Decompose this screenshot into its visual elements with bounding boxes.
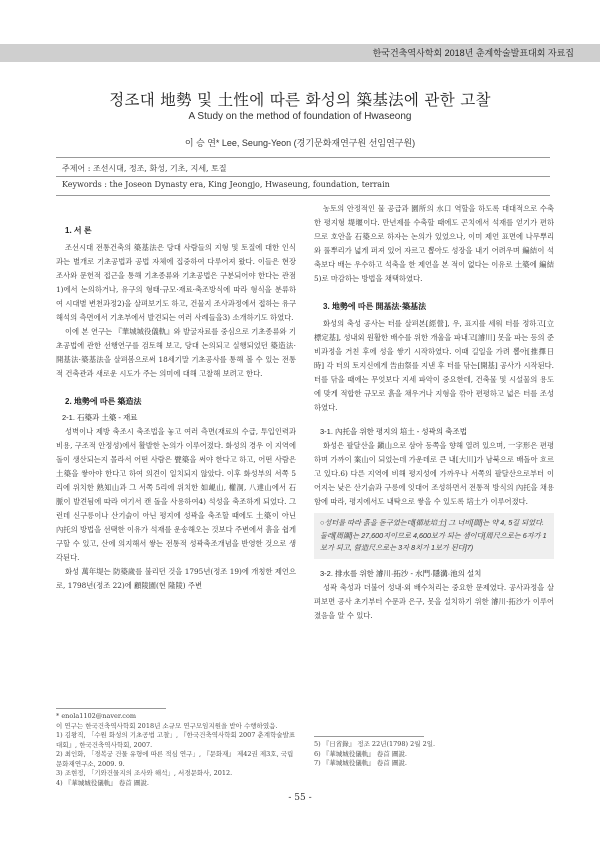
footnote: 6) 『華城城役儀軌』 卷首 圖說. xyxy=(314,749,407,758)
paragraph: 화성 萬年堤는 防築歲를 불리던 것을 1795년(정조 19)에 개칭한 제언으로, 1798년(정조 22)에 顧陵園(현 隆陵) 주변 xyxy=(56,567,296,590)
footnote: 3) 조현정, 「기와건물지의 조사와 해석」, 서경문화사, 2012. xyxy=(56,769,233,777)
footnote: 4) 『華城城役儀軌』 卷首 圖說. xyxy=(56,778,149,787)
paper-subtitle: A Study on the method of foundation of Hwaseong xyxy=(188,111,412,122)
footnote: 2) 최인화, 「경복궁 건물 유형에 따른 적심 연구」, 『문화재』 제42권 제3호, 국립문화재연구소, 2009. 9. xyxy=(56,750,294,768)
running-header: 한국건축역사학회 2018년 춘계학술발표대회 자료집 xyxy=(372,48,574,58)
paragraph: 농토의 안정적인 물 공급과 園所의 水口 역할을 하도록 대대적으로 수축한 평지형 堤堰이다. 만년제를 수축할 때에도 곤치에서 석재를 얻기가 편하므로 호안을 石築으로 하자는 논의가 있었으나, 이미 제언 표면에 나무뿌리와 풀뿌리가 넓게 퍼져 있어 자르고 뽑아도 성장을 내기 어려우며 編結이 석축보다 배는 우수하고 석축을 한 제언을 본 적이 없다는 이유로 土築에 編結5)로 마감하는 방법을 채택하였다. xyxy=(314,204,554,283)
paper-title: 정조대 地勢 및 土性에 따른 화성의 築基法에 관한 고찰 xyxy=(109,91,491,109)
footnote: 5) 『日省錄』 정조 22년(1798) 2월 2일. xyxy=(314,740,436,748)
paragraph: 성곽 축성과 더불어 성내·외 배수처리는 중요한 문제였다. 공사과정을 살펴보면 공사 초기부터 수문과 은구, 못을 설치하기 위한 濬川·拓沙가 이루어졌음을 알 수 있다. xyxy=(314,582,554,620)
section-heading: 2. 地勢에 따른 築造法 xyxy=(65,397,142,406)
paragraph: 성벽이나 제방 축조시 축조법을 놓고 여러 측면(재료의 수급, 투입인력과 비용, 구조적 안정성)에서 활발한 논의가 이루어졌다. 화성의 경우 이 지역에 돌이 생산되는지 몰라서 어떤 사람은 甓築을 써야 한다고 하고, 어떤 사람은 土築을 쌓아야 한다고 하여 의견이 일치되지 않았다. 이후 화성부의 서쪽 5리에 위치한 熟知山과 그 서쪽 5리에 위치한 如峴山, 權洞, 八達山에서 石脈이 발견됨에 따라 여기서 캔 돌을 사용하여4) 석성을 축조하게 되었다. 그런데 신구릉이나 산기슭이 아닌 평지에 성곽을 축조할 때에도 土築이 아닌 內托의 방법을 선택한 이유가 석재를 운송해오는 것보다 주변에서 흙을 쉽게 구할 수 있고, 산에 의지해서 쌓는 전통적 성곽축조개념을 반영한 것으로 생각된다. xyxy=(56,427,296,562)
section-heading: 1. 서 론 xyxy=(65,226,92,235)
right-column xyxy=(314,202,554,623)
footnote-rule xyxy=(314,736,424,737)
paragraph: 화성은 팔달산을 鎭山으로 삼아 동쪽을 향해 열려 있으며, 一字形은 편평하며 가까이 案山이 되었는데 가운데로 큰 내[大川]가 남북으로 배돌아 흐르고 있다.6) 다른 지역에 비해 평지성에 가까우나 서쪽의 팔달산으로부터 이어지는 낮은 산기슭과 구릉에 잇대어 조성하면서 전통적 방식의 內托을 채용함에 따라, 평지에서도 내탁으로 쌓을 수 있도록 培土가 이루어졌다. xyxy=(314,441,554,506)
subsection-heading: 2-1. 石築과 土築 - 재료 xyxy=(62,413,138,422)
footnote: 7) 『華城城役儀軌』 卷首 圖說. xyxy=(314,759,407,767)
page-number: - 55 - xyxy=(288,793,312,803)
footnote-rule xyxy=(56,708,166,709)
section-heading: 3. 地勢에 따른 開基法·築基法 xyxy=(323,302,427,311)
footnotes-right xyxy=(314,740,554,769)
left-column xyxy=(56,224,296,593)
divider-top xyxy=(56,157,550,158)
quotation-box: ○성터를 따라 흙을 돋구었는데[循址培土] 그 너비[闊]는 약 4, 5길 되었다. 둘레[周圍]는 27,600지이므로 4,600보가 되는 셈이다[周尺으로는 6자가 1보가 되고, 營造尺으로는 3자 8치가 1보가 된다]7) xyxy=(314,513,554,559)
footnotes-left xyxy=(56,712,296,788)
subsection-heading: 3-1. 內托을 위한 평지의 培土 - 성곽의 축조법 xyxy=(320,427,467,436)
subsection-heading: 3-2. 排水를 위한 濬川·拓沙 - 水門·隱溝·池의 설치 xyxy=(320,568,482,578)
divider-bottom xyxy=(56,195,550,196)
paragraph: 조선시대 전통건축의 築基法은 당대 사람들의 지형 및 토질에 대한 인식과는 별개로 기초공법과 공법 자체에 집중하여 다루어져 왔다. 이들은 현장조사와 문헌적 접근을 통해 기초종류와 기초공법은 구분되어야 한다는 관점1)에서 논의하거나, 유구의 형태·규모·재료·축조방식에 따라 형식을 분류하여 시대별 변천과정2)을 살펴보기도 하고, 건물지 조사과정에서 접하는 유구 해석의 측면에서 기초부에서 발견되는 여러 사례들을3) 소개하기도 하였다. xyxy=(56,243,296,322)
footnote: * enola1102@naver.com xyxy=(56,712,137,720)
author-line: 이 승 연* Lee, Seung-Yeon (경기문화재연구원 선임연구원) xyxy=(184,138,416,148)
paragraph: 화성의 축성 공사는 터를 살펴본[經營], 우, 표지를 세워 터를 정하고[立標定基], 성내외 원활한 배수를 위한 개울을 파내고[濬川] 못을 파는 등의 준비과정을 거친 후에 성을 쌓기 시작하였다. 이때 길일을 가려 뽑아[推擇日時] 각 터의 토지신에게 告由祭를 지낸 후 터를 닦는[開基] 공사가 시작된다. 터를 닦을 때에는 무엇보다 지세 파악이 중요한데, 건축물 및 시설물의 용도에 맞게 적합한 규모로 흙을 채우거나 지형을 깎아 편평하고 넓은 터를 조성하였다. xyxy=(314,319,554,412)
paragraph: 이에 본 연구는 『華城城役儀軌』와 발굴자료를 중심으로 기초종류와 기초공법에 관한 선행연구를 검토해 보고, 당대 논의되고 실행되었던 築造法·開基法·築基法을 살펴봄으로써 18세기말 기초공사를 통해 볼 수 있는 전통적 건축관과 새로운 시도가 주는 의미에 대해 고찰해 보려고 한다. xyxy=(56,327,296,378)
footnote: 이 연구는 한국건축역사학회 2018년 소규모 연구모임지원을 받아 수행하였음. xyxy=(56,721,278,730)
keywords-korean: 주제어 : 조선시대, 정조, 화성, 기초, 지세, 토질 xyxy=(62,164,227,173)
footnote: 1) 김왕직, 「수원 화성의 기초공법 고찰」, 『한국건축역사학회 2007 춘계학술발표대회』, 한국건축역사학회, 2007. xyxy=(56,731,296,749)
divider-middle xyxy=(56,176,550,177)
keywords-english: Keywords : the Joseon Dynasty era, King Jeongjo, Hwaseung, foundation, terrain xyxy=(62,180,390,189)
